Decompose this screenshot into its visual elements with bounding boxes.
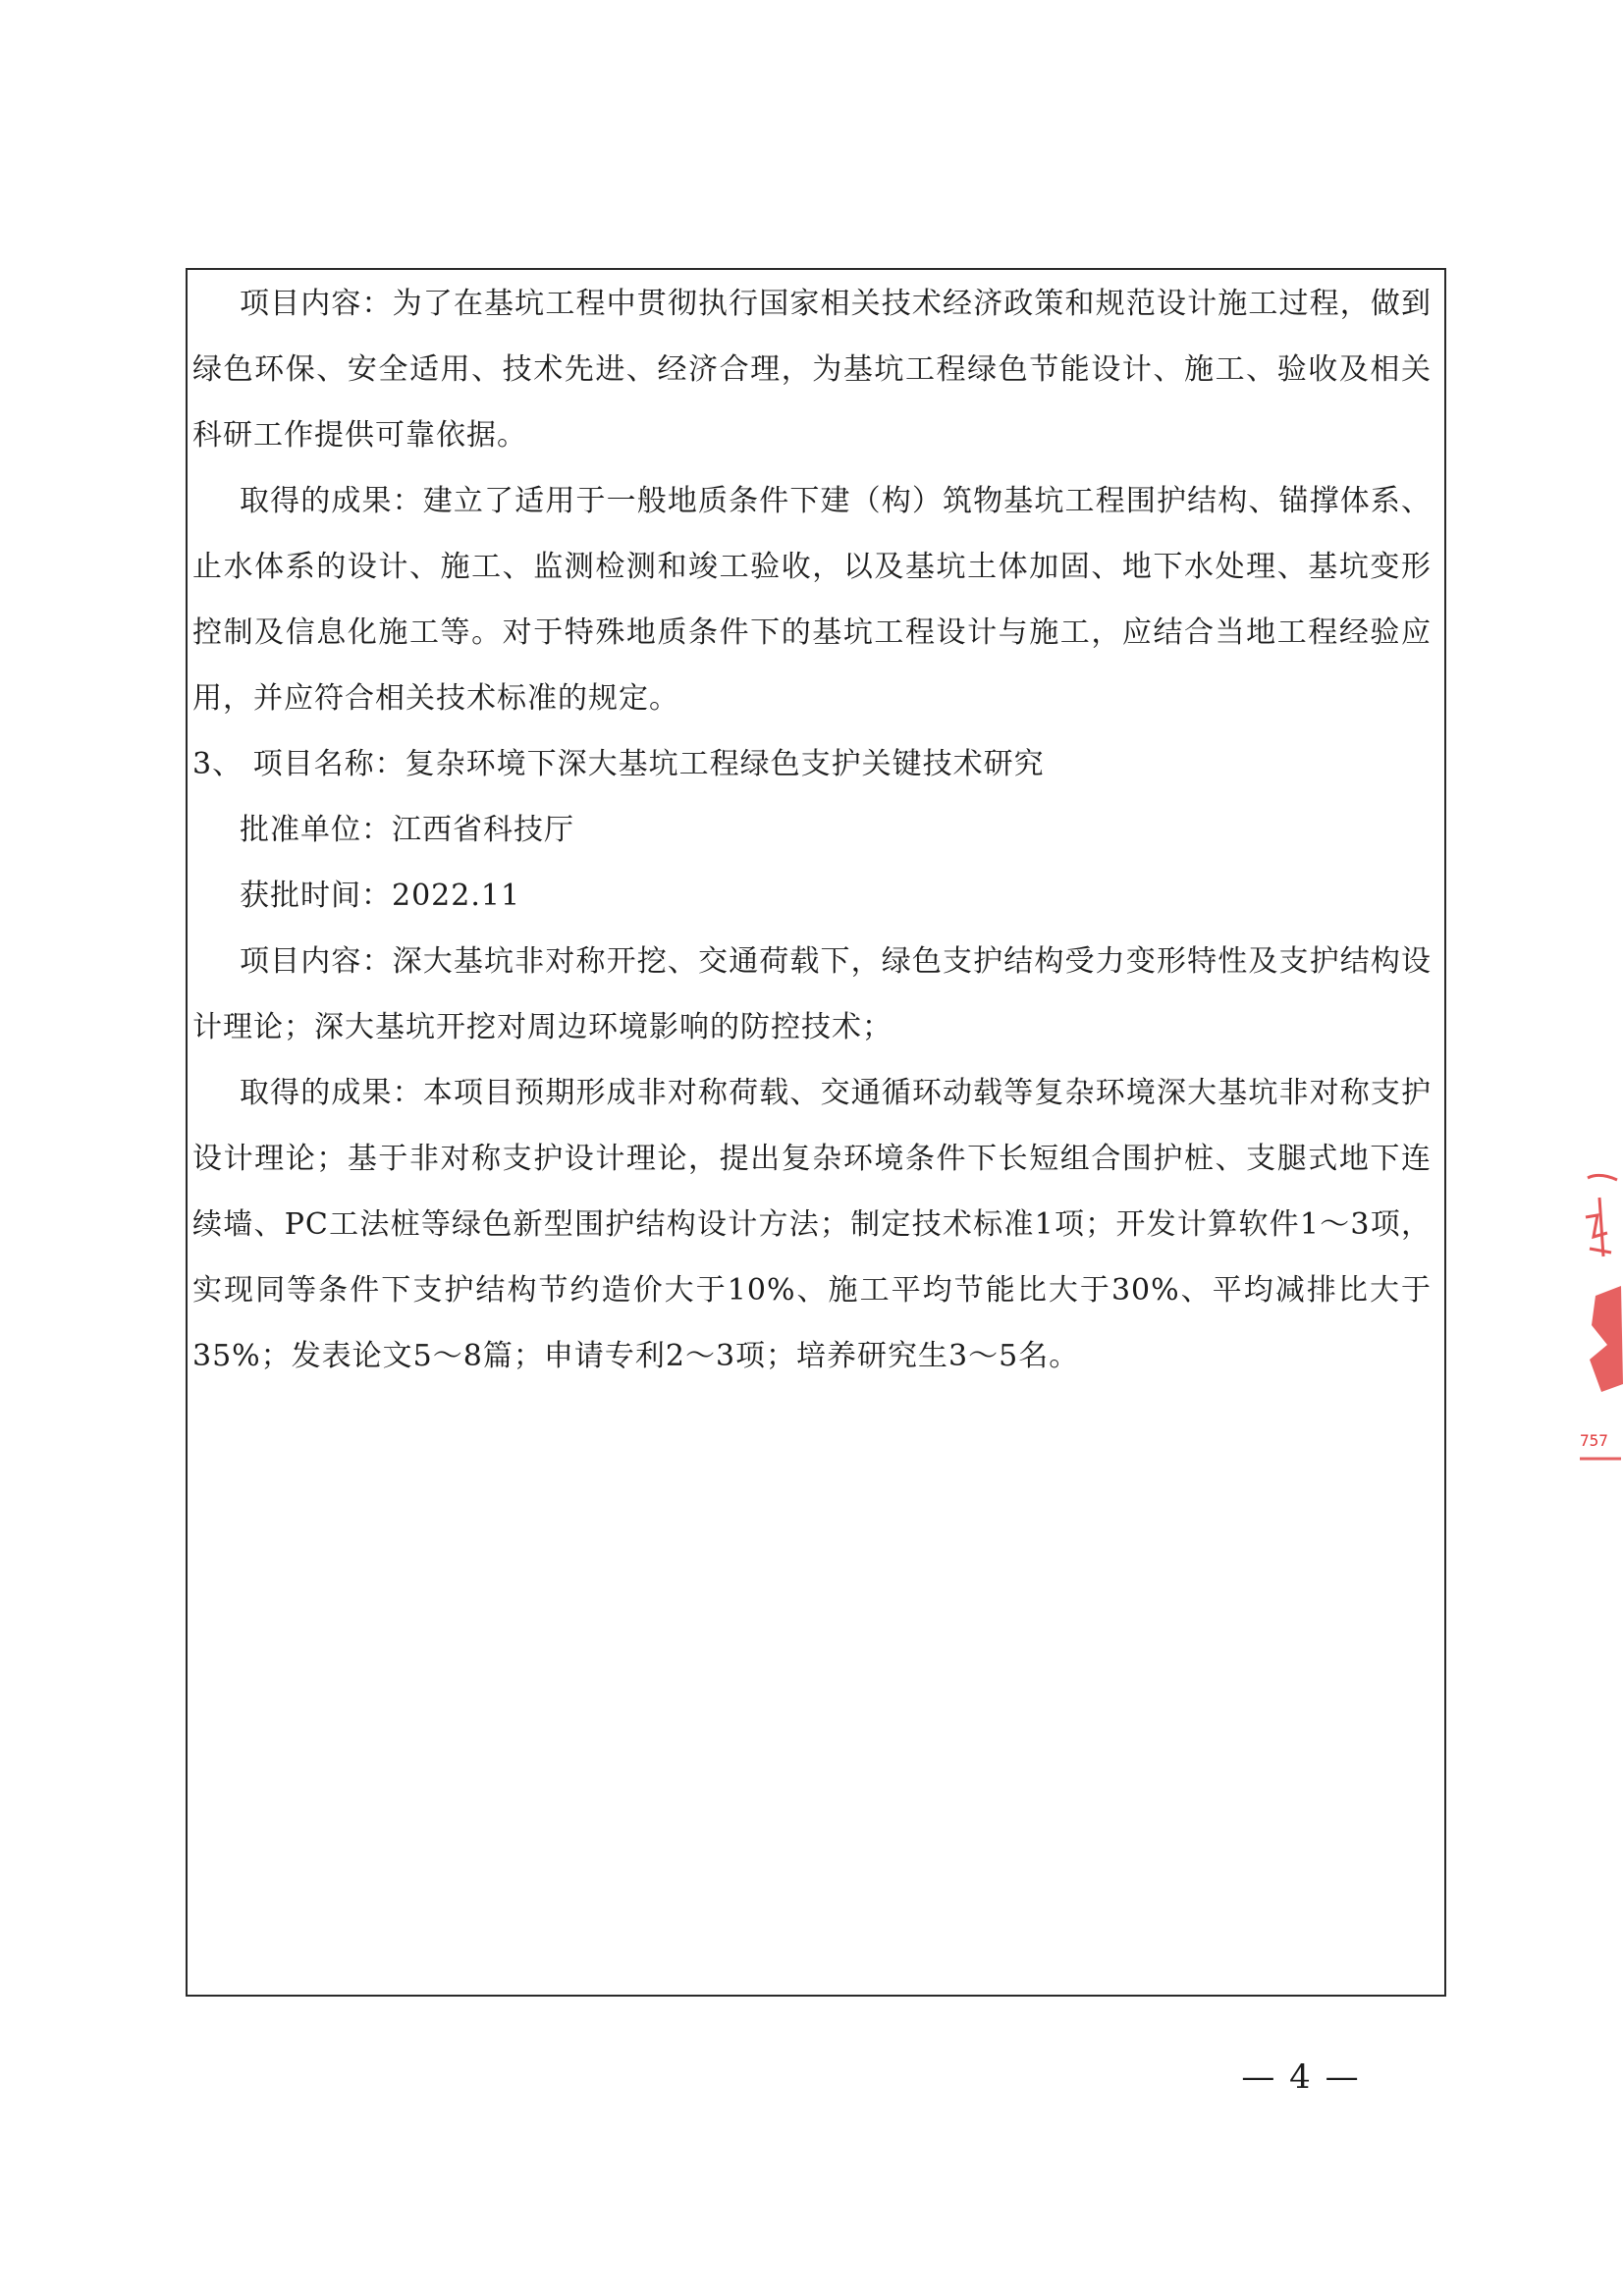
page-number: — 4 — xyxy=(1241,2057,1361,2097)
project-3-title: 3、 项目名称：复杂环境下深大基坑工程绿色支护关键技术研究 xyxy=(192,747,1045,781)
document-body xyxy=(192,271,1432,1389)
project-3-content: 项目内容：深大基坑非对称开挖、交通荷载下，绿色支护结构受力变形特性及支护结构设计理论；深大基坑开挖对周边环境影响的防控技术； xyxy=(192,944,1432,1044)
project-3-approval-unit: 批准单位：江西省科技厅 xyxy=(240,813,574,847)
project-3-results: 取得的成果：本项目预期形成非对称荷载、交通循环动载等复杂环境深大基坑非对称支护设计理论；基于非对称支护设计理论，提出复杂环境条件下长短组合围护桩、支腿式地下连续墙、PC工法桩等绿色新型围护结构设计方法；制定技术标准1项；开发计算软件1～3项，实现同等条件下支护结构节约造价大于10%、施工平均节能比大于30%、平均减排比大于35%；发表论文5～8篇；申请专利2～3项；培养研究生3～5名。 xyxy=(192,1076,1432,1373)
project-3-approval-date: 获批时间：2022.11 xyxy=(240,879,521,913)
project-content-paragraph-2: 项目内容：为了在基坑工程中贯彻执行国家相关技术经济政策和规范设计施工过程，做到绿色环保、安全适用、技术先进、经济合理，为基坑工程绿色节能设计、施工、验收及相关科研工作提供可靠依据。 xyxy=(192,287,1432,453)
project-results-paragraph-2: 取得的成果：建立了适用于一般地质条件下建（构）筑物基坑工程围护结构、锚撑体系、止水体系的设计、施工、监测检测和竣工验收，以及基坑土体加固、地下水处理、基坑变形控制及信息化施工等。对于特殊地质条件下的基坑工程设计与施工，应结合当地工程经验应用，并应符合相关技术标准的规定。 xyxy=(192,484,1432,716)
seal-digits: 757 xyxy=(1580,1431,1608,1450)
red-seal-stamp-fragment xyxy=(1578,1158,1623,1492)
